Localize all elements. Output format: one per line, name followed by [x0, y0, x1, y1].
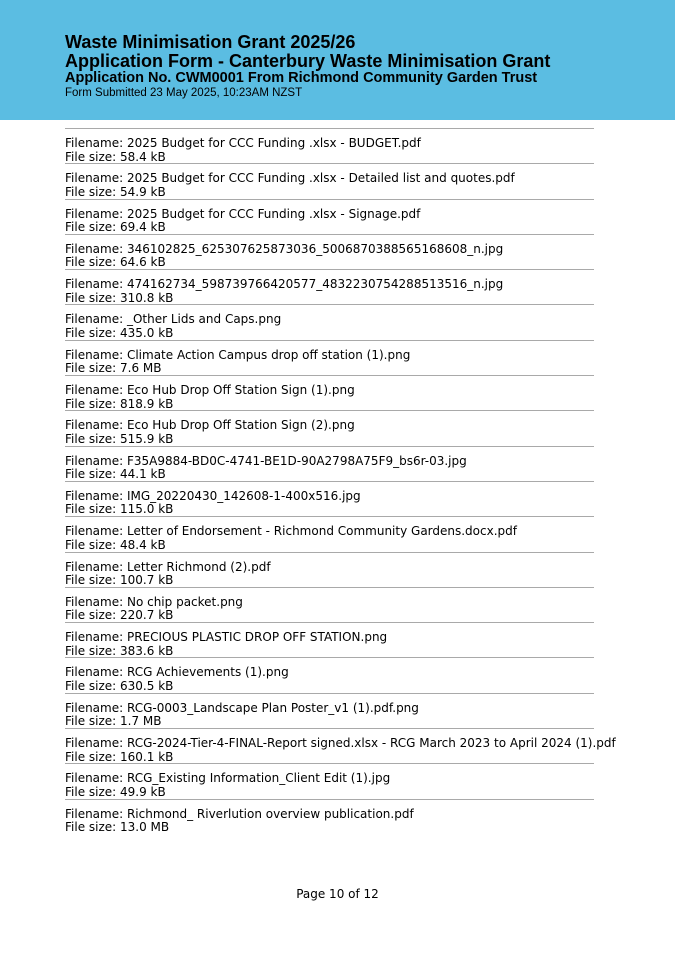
file-entry: [65, 553, 594, 588]
file-entry: [65, 623, 594, 658]
file-size: File size: 7.6 MB: [65, 361, 162, 376]
file-size: File size: 54.9 kB: [65, 184, 166, 199]
file-size: File size: 515.9 kB: [65, 431, 174, 446]
file-name: Filename: Richmond_ Riverlution overview publication.pdf: [65, 806, 414, 821]
file-name: Filename: 2025 Budget for CCC Funding .xlsx - Detailed list and quotes.pdf: [65, 171, 515, 186]
file-entry: [65, 235, 594, 270]
file-entry: [65, 411, 594, 446]
file-entry: [65, 376, 594, 411]
attachment-list: [65, 128, 616, 835]
grant-title: Waste Minimisation Grant 2025/26: [65, 32, 356, 52]
file-entry: [65, 164, 594, 199]
file-entry: [65, 129, 594, 164]
file-entry: [65, 800, 594, 835]
file-size: File size: 115.0 kB: [65, 502, 174, 517]
file-size: File size: 1.7 MB: [65, 714, 162, 729]
file-size: File size: 44.1 kB: [65, 467, 166, 482]
file-size: File size: 48.4 kB: [65, 537, 166, 552]
file-name: Filename: 474162734_598739766420577_4832230754288513516_n.jpg: [65, 277, 504, 292]
file-entry: [65, 447, 594, 482]
file-entry: [65, 482, 594, 517]
file-entry: [65, 694, 594, 729]
file-size: File size: 69.4 kB: [65, 220, 166, 235]
file-name: Filename: _Other Lids and Caps.png: [65, 312, 282, 327]
submission-timestamp: Form Submitted 23 May 2025, 10:23AM NZST: [65, 87, 303, 99]
application-number: Application No. CWM0001 From Richmond Community Garden Trust: [65, 70, 538, 86]
file-name: Filename: 2025 Budget for CCC Funding .xlsx - Signage.pdf: [65, 206, 421, 221]
form-header: [0, 0, 675, 120]
file-name: Filename: Eco Hub Drop Off Station Sign (2).png: [65, 418, 355, 433]
file-name: Filename: PRECIOUS PLASTIC DROP OFF STATION.png: [65, 630, 388, 645]
file-name: Filename: RCG-0003_Landscape Plan Poster_v1 (1).pdf.png: [65, 700, 419, 715]
file-name: Filename: Eco Hub Drop Off Station Sign (1).png: [65, 383, 355, 398]
file-name: Filename: No chip packet.png: [65, 594, 243, 609]
file-size: File size: 435.0 kB: [65, 325, 174, 340]
file-size: File size: 310.8 kB: [65, 290, 174, 305]
file-entry: [65, 729, 616, 764]
file-size: File size: 630.5 kB: [65, 678, 174, 693]
file-size: File size: 64.6 kB: [65, 255, 166, 270]
file-size: File size: 220.7 kB: [65, 608, 174, 623]
file-size: File size: 58.4 kB: [65, 149, 166, 164]
page-number: Page 10 of 12: [296, 887, 379, 901]
file-size: File size: 100.7 kB: [65, 573, 174, 588]
file-name: Filename: 2025 Budget for CCC Funding .xlsx - BUDGET.pdf: [65, 136, 421, 150]
file-entry: [65, 305, 594, 340]
file-name: Filename: F35A9884-BD0C-4741-BE1D-90A2798A75F9_bs6r-03.jpg: [65, 453, 467, 468]
file-size: File size: 160.1 kB: [65, 749, 174, 764]
file-size: File size: 13.0 MB: [65, 820, 170, 835]
file-entry: [65, 658, 594, 693]
file-name: Filename: Letter of Endorsement - Richmond Community Gardens.docx.pdf: [65, 524, 517, 539]
file-size: File size: 49.9 kB: [65, 784, 166, 799]
file-size: File size: 818.9 kB: [65, 396, 174, 411]
file-name: Filename: Climate Action Campus drop off station (1).png: [65, 347, 411, 362]
file-entry: [65, 200, 594, 235]
file-entry: [65, 588, 594, 623]
file-entry: [65, 341, 594, 376]
form-title: Application Form - Canterbury Waste Minimisation Grant: [65, 51, 551, 71]
file-entry: [65, 517, 594, 552]
file-entry: [65, 270, 594, 305]
file-name: Filename: RCG Achievements (1).png: [65, 665, 289, 680]
file-name: Filename: RCG-2024-Tier-4-FINAL-Report signed.xlsx - RCG March 2023 to April 2024 (1).pdf: [65, 736, 616, 751]
file-size: File size: 383.6 kB: [65, 643, 174, 658]
file-name: Filename: 346102825_625307625873036_5006870388565168608_n.jpg: [65, 241, 504, 256]
file-entry: [65, 764, 594, 799]
file-name: Filename: RCG_Existing Information_Client Edit (1).jpg: [65, 771, 391, 786]
file-name: Filename: Letter Richmond (2).pdf: [65, 559, 271, 574]
file-name: Filename: IMG_20220430_142608-1-400x516.jpg: [65, 488, 361, 503]
